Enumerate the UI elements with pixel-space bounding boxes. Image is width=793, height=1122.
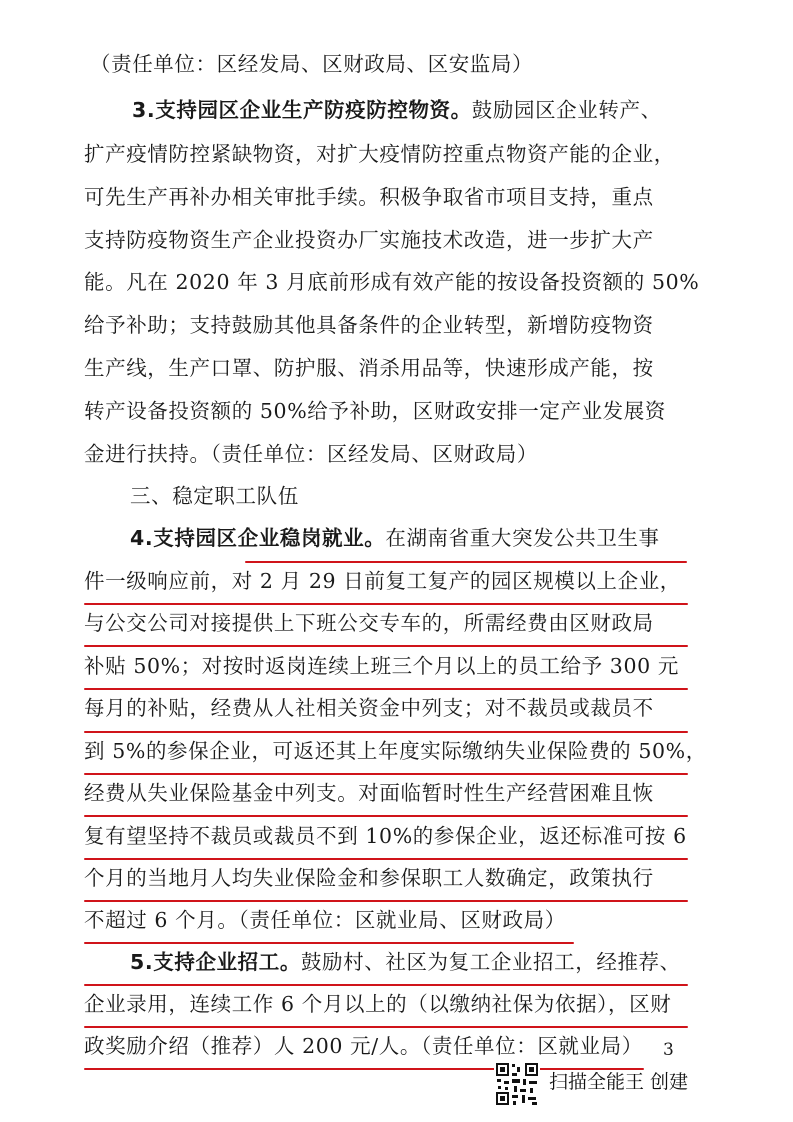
text-line: 金进行扶持。（责任单位：区经发局、区财政局） — [84, 442, 538, 466]
red-underline — [84, 815, 688, 817]
red-underline — [245, 561, 687, 563]
section-heading: 3.支持园区企业生产防疫防控物资。 — [132, 98, 472, 122]
red-underline — [84, 1026, 688, 1028]
section-paragraph-3-start: 3.支持园区企业生产防疫防控物资。鼓励园区企业转产、 — [132, 98, 662, 122]
section-heading: 5.支持企业招工。 — [130, 950, 301, 974]
red-underline — [84, 858, 688, 860]
text-line: 不超过 6 个月。（责任单位：区就业局、区财政局） — [84, 908, 566, 932]
red-underline — [84, 688, 688, 690]
section-heading: 4.支持园区企业稳岗就业。 — [130, 526, 386, 550]
text-line: 可先生产再补办相关审批手续。积极争取省市项目支持，重点 — [84, 185, 654, 209]
text-line: 补贴 50%；对按时返岗连续上班三个月以上的员工给予 300 元 — [84, 654, 679, 678]
text-line: 件一级响应前，对 2 月 29 日前复工复产的园区规模以上企业， — [84, 569, 681, 593]
red-underline — [84, 942, 574, 944]
chapter-heading: 三、稳定职工队伍 — [130, 484, 299, 508]
text-line: 个月的当地月人均失业保险金和参保职工人数确定，政策执行 — [84, 866, 654, 890]
text-line: 支持防疫物资生产企业投资办厂实施技术改造，进一步扩大产 — [84, 228, 654, 252]
text-line: 转产设备投资额的 50%给予补助，区财政安排一定产业发展资 — [84, 399, 666, 423]
red-underline — [84, 645, 688, 647]
text-line: （责任单位：区经发局、区财政局、区安监局） — [90, 52, 534, 76]
text-line: 企业录用，连续工作 6 个月以上的（以缴纳社保为依据），区财 — [84, 992, 672, 1016]
text-line: 每月的补贴，经费从人社相关资金中列支；对不裁员或裁员不 — [84, 696, 654, 720]
text-line: 生产线，生产口罩、防护服、消杀用品等，快速形成产能，按 — [84, 356, 654, 380]
text-line: 能。凡在 2020 年 3 月底前形成有效产能的按设备投资额的 50% — [84, 270, 700, 294]
text-line: 政奖励介绍（推荐）人 200 元/人。（责任单位：区就业局） — [84, 1034, 643, 1058]
qr-code-icon — [494, 1061, 540, 1107]
red-underline — [84, 984, 688, 986]
red-underline — [84, 900, 688, 902]
section-paragraph-5-start: 5.支持企业招工。鼓励村、社区为复工企业招工，经推荐、 — [130, 950, 681, 974]
text-line: 复有望坚持不裁员或裁员不到 10%的参保企业，返还标准可按 6 — [84, 824, 687, 848]
section-paragraph-4-start: 4.支持园区企业稳岗就业。在湖南省重大突发公共卫生事 — [130, 526, 660, 550]
scanner-watermark: 扫描全能王 创建 — [549, 1071, 689, 1093]
red-underline — [84, 731, 688, 733]
page-number: 3 — [663, 1040, 674, 1060]
text-line: 扩产疫情防控紧缺物资，对扩大疫情防控重点物资产能的企业， — [84, 142, 675, 166]
red-underline — [84, 603, 688, 605]
text-line: 到 5%的参保企业，可返还其上年度实际缴纳失业保险费的 50%， — [84, 739, 707, 763]
text-line: 给予补助；支持鼓励其他具备条件的企业转型，新增防疫物资 — [84, 313, 654, 337]
text-line: 经费从失业保险基金中列支。对面临暂时性生产经营困难且恢 — [84, 781, 654, 805]
text-line: 与公交公司对接提供上下班公交专车的，所需经费由区财政局 — [84, 611, 654, 635]
red-underline — [84, 773, 688, 775]
